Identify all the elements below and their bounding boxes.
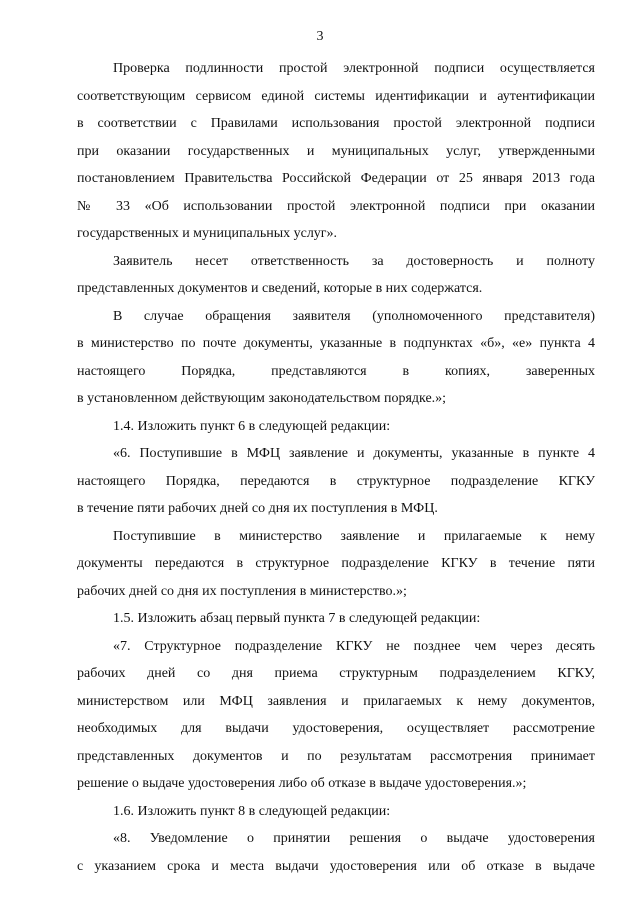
text-line: № 33 «Об использовании простой электронной подписи при оказании (77, 198, 595, 214)
text-line: настоящего Порядка, передаются в структурное подразделение КГКУ (77, 473, 595, 489)
text-line: в установленном действующим законодательством порядке.»; (77, 391, 447, 406)
text-line: В случае обращения заявителя (уполномоченного представителя) (113, 308, 595, 324)
text-line: представленных документов и сведений, которые в них содержатся. (77, 281, 483, 296)
text-line: 1.5. Изложить абзац первый пункта 7 в следующей редакции: (113, 611, 481, 626)
text-line: представленных документов и по результатам рассмотрения принимает (77, 748, 595, 764)
text-line: в министерство по почте документы, указанные в подпунктах «б», «е» пункта 4 (77, 336, 595, 351)
text-line: «6. Поступившие в МФЦ заявление и документы, указанные в пункте 4 (113, 446, 595, 461)
text-line: рабочих дней со дня их поступления в министерство.»; (77, 583, 407, 599)
text-line: при оказании государственных и муниципальных услуг, утвержденными (77, 143, 595, 159)
text-line: Заявитель несет ответственность за достоверность и полноту (113, 253, 595, 269)
text-line: настоящего Порядка, представляются в копиях, заверенных (77, 363, 595, 379)
text-line: 1.6. Изложить пункт 8 в следующей редакции: (113, 803, 391, 819)
text-line: решение о выдаче удостоверения либо об отказе в выдаче удостоверения.»; (77, 776, 527, 791)
text-line: «8. Уведомление о принятии решения о выдаче удостоверения (113, 831, 595, 846)
text-line: необходимых для выдачи удостоверения, осуществляет рассмотрение (77, 721, 595, 736)
text-line: рабочих дней со дня приема структурным подразделением КГКУ, (77, 666, 595, 681)
text-line: Поступившие в министерство заявление и прилагаемые к нему (113, 528, 595, 544)
text-line: соответствующим сервисом единой системы идентификации и аутентификации (77, 88, 595, 104)
text-line: 1.4. Изложить пункт 6 в следующей редакции: (113, 418, 391, 434)
text-line: с указанием срока и места выдачи удостоверения или об отказе в выдаче (77, 858, 595, 874)
page-number: 3 (316, 29, 324, 44)
text-line: постановлением Правительства Российской Федерации от 25 января 2013 года (77, 171, 595, 186)
text-line: Проверка подлинности простой электронной подписи осуществляется (113, 61, 595, 76)
document-body (77, 55, 595, 880)
text-line: министерством или МФЦ заявления и прилагаемых к нему документов, (77, 693, 595, 709)
text-line: «7. Структурное подразделение КГКУ не позднее чем через десять (113, 638, 595, 654)
text-line: государственных и муниципальных услуг». (77, 226, 338, 241)
text-line: документы передаются в структурное подразделение КГКУ в течение пяти (77, 556, 595, 571)
text-line: в течение пяти рабочих дней со дня их поступления в МФЦ. (77, 501, 438, 516)
text-line: в соответствии с Правилами использования простой электронной подписи (77, 116, 595, 131)
